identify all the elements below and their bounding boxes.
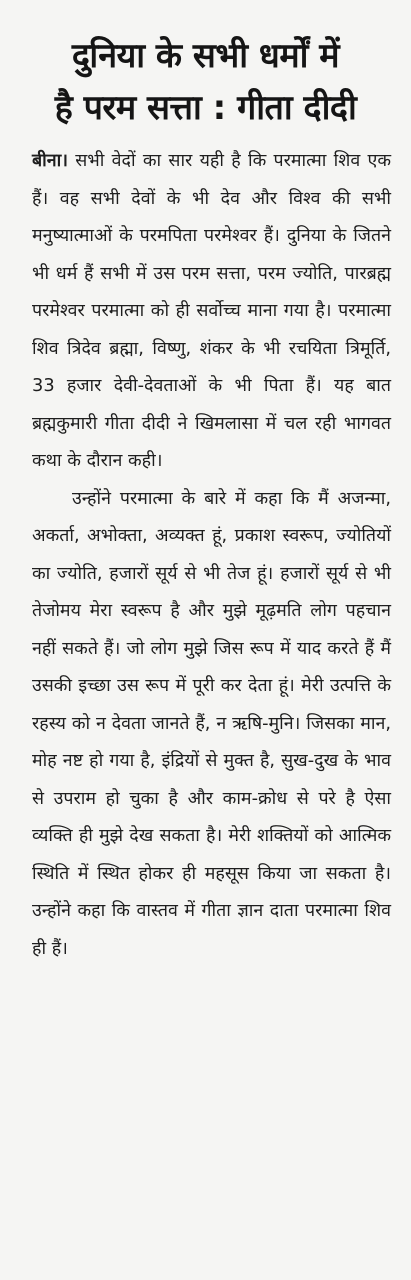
- paragraph-2: उन्होंने परमात्मा के बारे में कहा कि मैं अजन्मा, अकर्ता, अभोक्ता, अव्यक्त हूं, प्रकाश स्वरूप, ज्योतियों का ज्योति, हजारों सूर्य से भी तेज हूं। हजारों सूर्य से भी तेजोमय मेरा स्वरूप है और मुझे मूढ़मति लोग पहचान नहीं सकते हैं। जो लोग मुझे जिस रूप में याद करते हैं मैं उसकी इच्छा उस रूप में पूरी कर देता हूं। मेरी उत्पत्ति के रहस्य को न देवता जानते हैं, न ऋषि-मुनि। जिसका मान, मोह नष्ट हो गया है, इंद्रियों से मुक्त है, सुख-दुख के भाव से उपराम हो चुका है और काम-क्रोध से परे है ऐसा व्यक्ति ही मुझे देख सकता है। मेरी शक्तियों को आत्मिक स्थिति में स्थित होकर ही महसूस किया जा सकता है। उन्होंने कहा कि वास्तव में गीता ज्ञान दाता परमात्मा शिव ही हैं।: [32, 487, 391, 959]
- headline-line-2: है परम सत्ता : गीता दीदी: [54, 88, 357, 128]
- article-body: [0, 134, 411, 967]
- headline-line-1: दुनिया के सभी धर्मों में: [71, 36, 340, 76]
- dateline: बीना।: [32, 150, 68, 171]
- paragraph-1-text: सभी वेदों का सार यही है कि परमात्मा शिव एक हैं। वह सभी देवों के भी देव और विश्व की सभी मनुष्यात्माओं के परमपिता परमेश्वर हैं। दुनिया के जितने भी धर्म हैं सभी में उस परम सत्ता, परम ज्योति, पारब्रह्म परमेश्वर परमात्मा को ही सर्वोच्च माना गया है। परमात्मा शिव त्रिदेव ब्रह्मा, विष्णु, शंकर के भी रचयिता त्रिमूर्ति, 33 हजार देवी-देवताओं के भी पिता हैं। यह बात ब्रह्मकुमारी गीता दीदी ने खिमलासा में चल रही भागवत कथा के दौरान कही।: [32, 150, 391, 471]
- headline: [0, 0, 411, 134]
- paragraph-1: [32, 142, 391, 480]
